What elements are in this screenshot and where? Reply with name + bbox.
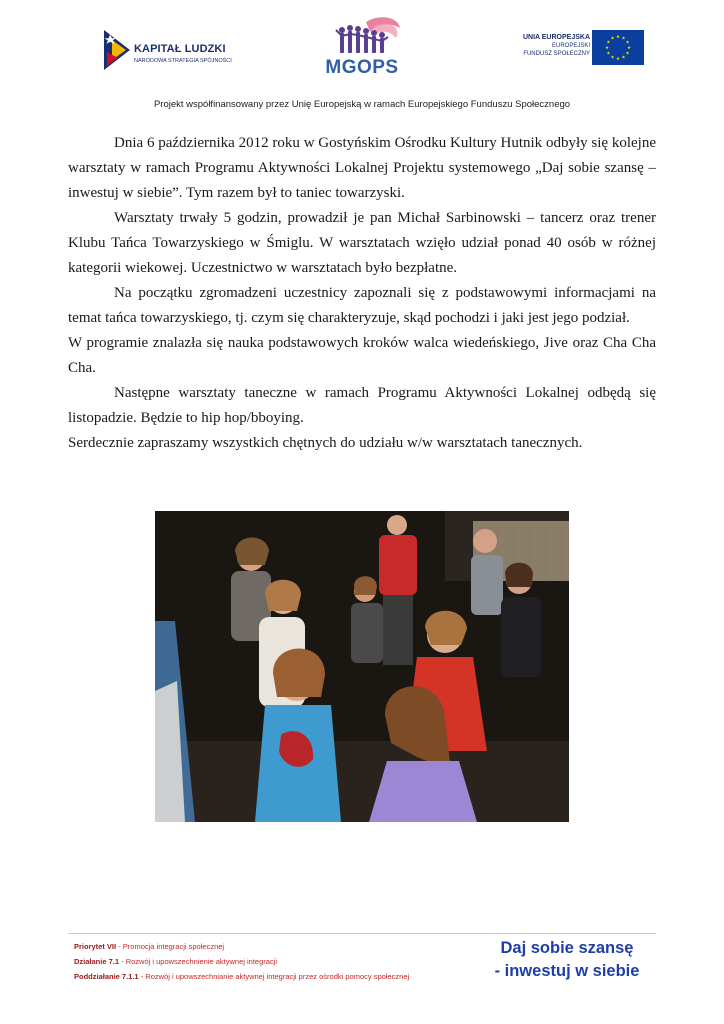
- eu-star-icon: ★: [625, 50, 630, 56]
- eu-star-icon: ★: [621, 35, 626, 41]
- article-paragraph: Następne warsztaty taneczne w ramach Programu Aktywności Lokalnej odbędą się listopadzie. Będzie to hip hop/bboying.: [68, 385, 656, 426]
- dance-workshop-photo: [155, 511, 569, 822]
- footer-line-text: - Promocja integracji społecznej: [116, 942, 225, 951]
- eu-logo-line-2: EUROPEJSKI: [551, 43, 590, 49]
- eu-star-icon: ★: [621, 54, 626, 60]
- eu-star-icon: ★: [625, 39, 630, 45]
- mgops-wordmark: MGOPS: [325, 57, 399, 78]
- footer-line-text: - Rozwój i upowszechnienie aktywnej integracji: [119, 957, 278, 966]
- kapital-ludzki-title: KAPITAŁ LUDZKI: [134, 43, 226, 55]
- article-paragraph: Warsztaty trwały 5 godzin, prowadził je pan Michał Sarbinowski – tancerz oraz trener Klubu Tańca Towarzyskiego w Śmiglu. W warsztatach wzięło udział ponad 40 osób w różnej kategorii wiekowej. Uczestnictwo w warsztatach było bezpłatne.: [68, 210, 656, 276]
- footer-priorities: [74, 939, 409, 984]
- eu-star-icon: ★: [606, 50, 611, 56]
- article-paragraph: Na początku zgromadzeni uczestnicy zapoznali się z podstawowymi informacjami na temat tańca towarzyskiego, tj. czym się charakteryzuje, skąd pochodzi i jaki jest jego podział.: [68, 285, 656, 326]
- eu-logo: [506, 30, 644, 68]
- eu-logo-line-3: FUNDUSZ SPOŁECZNY: [523, 51, 590, 57]
- slogan-line-1: Daj sobie szansę: [500, 939, 634, 957]
- footer-line-label: Poddziałanie 7.1.1: [74, 972, 139, 981]
- footer-line: [74, 969, 409, 984]
- kapital-ludzki-subtitle: NARODOWA STRATEGIA SPÓJNOŚCI: [134, 58, 232, 64]
- footer-line-label: Działanie 7.1: [74, 957, 120, 966]
- article-paragraph: Dnia 6 października 2012 roku w Gostyńskim Ośrodku Kultury Hutnik odbyły się kolejne warsztaty w ramach Programu Aktywności Lokalnej Projektu systemowego „Daj sobie szansę – inwestuj w siebie”. Tym razem był to taniec towarzyski.: [68, 135, 656, 201]
- mgops-logo: [316, 16, 408, 82]
- eu-logo-line-1: UNIA EUROPEJSKA: [522, 34, 590, 41]
- footer-divider: [68, 933, 656, 934]
- footer-line: [74, 954, 409, 969]
- article-body: [68, 131, 656, 456]
- article-paragraph: Serdecznie zapraszamy wszystkich chętnych do udziału w/w warsztatach tanecznych.: [68, 435, 583, 451]
- eu-star-icon: ★: [615, 56, 621, 62]
- eu-star-icon: ★: [606, 39, 611, 45]
- kapital-ludzki-emblem-icon: [104, 30, 130, 70]
- project-slogan: [492, 937, 642, 983]
- mgops-people-icon: [316, 16, 408, 60]
- page-header: [0, 0, 724, 110]
- kapital-ludzki-logo: [104, 30, 244, 72]
- footer-line-text: - Rozwój i upowszechnianie aktywnej integracji przez ośrodki pomocy społecznej: [138, 972, 410, 981]
- eu-star-icon: ★: [615, 34, 621, 40]
- eu-star-icon: ★: [604, 45, 610, 51]
- slogan-line-2: - inwestuj w siebie: [494, 962, 640, 980]
- eu-star-icon: ★: [626, 45, 632, 51]
- cofinancing-note: Projekt współfinansowany przez Unię Europejską w ramach Europejskiego Funduszu Społecznego: [153, 99, 571, 110]
- eu-star-icon: ★: [610, 54, 615, 60]
- footer-line: [74, 939, 409, 954]
- eu-star-icon: ★: [610, 35, 615, 41]
- footer-line-label: Priorytet VII: [74, 942, 117, 951]
- article-paragraph: W programie znalazła się nauka podstawowych kroków walca wiedeńskiego, Jive oraz Cha Cha Cha.: [68, 335, 656, 376]
- eu-logo-text: [523, 33, 590, 58]
- eu-flag-icon: [592, 30, 644, 65]
